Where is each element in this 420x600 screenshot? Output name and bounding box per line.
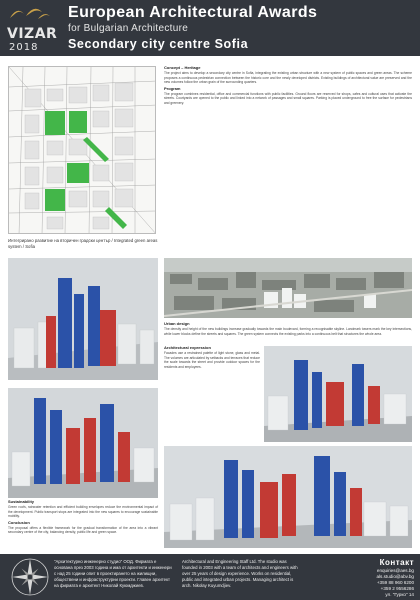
text-block-2 <box>164 322 412 338</box>
section-body: The program combines residential, office and commercial functions with public facilities. Ground floors are reserved for shops, cafes and cultural uses that activate the streets. Courtyards are opened to the public and linked into a network of passages and small squares. Parking is placed underground to free the surface for pedestrians and greenery. <box>164 92 412 105</box>
section-body: The proposal offers a flexible framework for the gradual transformation of the area into a vibrant secondary centre of the city, balancing density, public life and green space. <box>8 526 158 535</box>
contact-heading: Контакт <box>379 558 414 567</box>
contact-block <box>318 558 414 598</box>
award-title: European Architectural Awards <box>68 4 318 21</box>
section-heading: Sustainability <box>8 499 35 504</box>
header-bar <box>0 0 420 56</box>
render-panorama <box>164 446 412 548</box>
section-body: Green roofs, rainwater retention and efficient building envelopes reduce the environmental impact of the development. Public transport stops are integrated into the new squares to encourage sustainable mobility. <box>8 505 158 519</box>
header-titles <box>68 3 416 52</box>
contact-email[interactable]: enquiries@aes.bg <box>376 568 414 573</box>
contact-address: ул. "Гурко" 14 <box>385 592 414 597</box>
site-plan-map <box>8 66 156 234</box>
aerial-photo <box>164 258 412 318</box>
section-heading: Program <box>164 85 181 91</box>
section-body: The density and height of the new buildings increase gradually towards the main boulevard, forming a recognisable skyline. Landmark towers mark the key intersections, while lower blocks define the streets and squares. The green system connects the existing parks into a continuous belt that structures the whole area. <box>164 327 412 336</box>
render-skyline <box>8 388 158 498</box>
map-caption: Интегрирано развитие на вторичен градски център / Integrated green areas system / Sofia <box>8 238 158 249</box>
project-title: Secondary city centre Sofia <box>68 37 249 51</box>
star-logo-icon <box>10 557 50 597</box>
footer-bar <box>0 554 420 600</box>
section-heading: Conclusion <box>8 519 30 525</box>
render-street-view <box>264 346 412 442</box>
contact-email-2[interactable]: als.studio@abv.bg <box>376 574 414 579</box>
text-block-4 <box>8 500 158 537</box>
section-heading: Concept – Heritage <box>164 65 201 70</box>
section-body: Facades use a restrained palette of light stone, glass and metal. The volumes are articulated by setbacks and terraces that reduce the scale towards the street and provide outdoor spaces for the residents and employees. <box>164 351 260 369</box>
section-heading: Urban design <box>164 321 190 326</box>
award-subtitle: for Bulgarian Architecture <box>68 23 189 34</box>
text-block-1 <box>164 66 412 107</box>
company-description-en: Architectural and Engineering Staff Ltd. The studio was founded in 2003 with a team of architects and engineers with over 25 years of design experience. Works on residential, public and integrated urban projects. Managing architect is arch. Nikolay Kuyumdjiev. <box>182 559 298 588</box>
site-plan-drawing <box>9 67 156 234</box>
section-body: The project aims to develop a secondary city centre in Sofia, integrating the existing urban structure with a new system of public spaces and green areas. The scheme proposes a continuous pedestrian connection between the historic core and the newly developed districts. Existing buildings of architectural value are preserved and the new volumes follow the urban grain of the surrounding quarters. <box>164 71 412 85</box>
section-heading: Architectural expression <box>164 345 211 350</box>
render-blue-towers <box>8 258 158 380</box>
vizar-logo <box>4 2 56 54</box>
brand-name: VIZAR <box>7 26 58 42</box>
text-block-3 <box>164 346 260 371</box>
contact-phone[interactable]: +359 88 960 6200 <box>376 580 414 585</box>
contact-phone-2[interactable]: +359 2 9556286 <box>380 586 414 591</box>
brand-year: 2018 <box>9 42 39 53</box>
birds-icon <box>8 4 52 24</box>
company-description-bg: "Архитектурно инженерно студио" ООД. Фирмата е основана през 2003 година и има от архитекти и инженери с над 25 години опит в проектирането на жилищни, обществени и инфраструктурни проекти. Главен архитект на фирмата е архитект Николай Куюмджиев. <box>54 559 172 588</box>
